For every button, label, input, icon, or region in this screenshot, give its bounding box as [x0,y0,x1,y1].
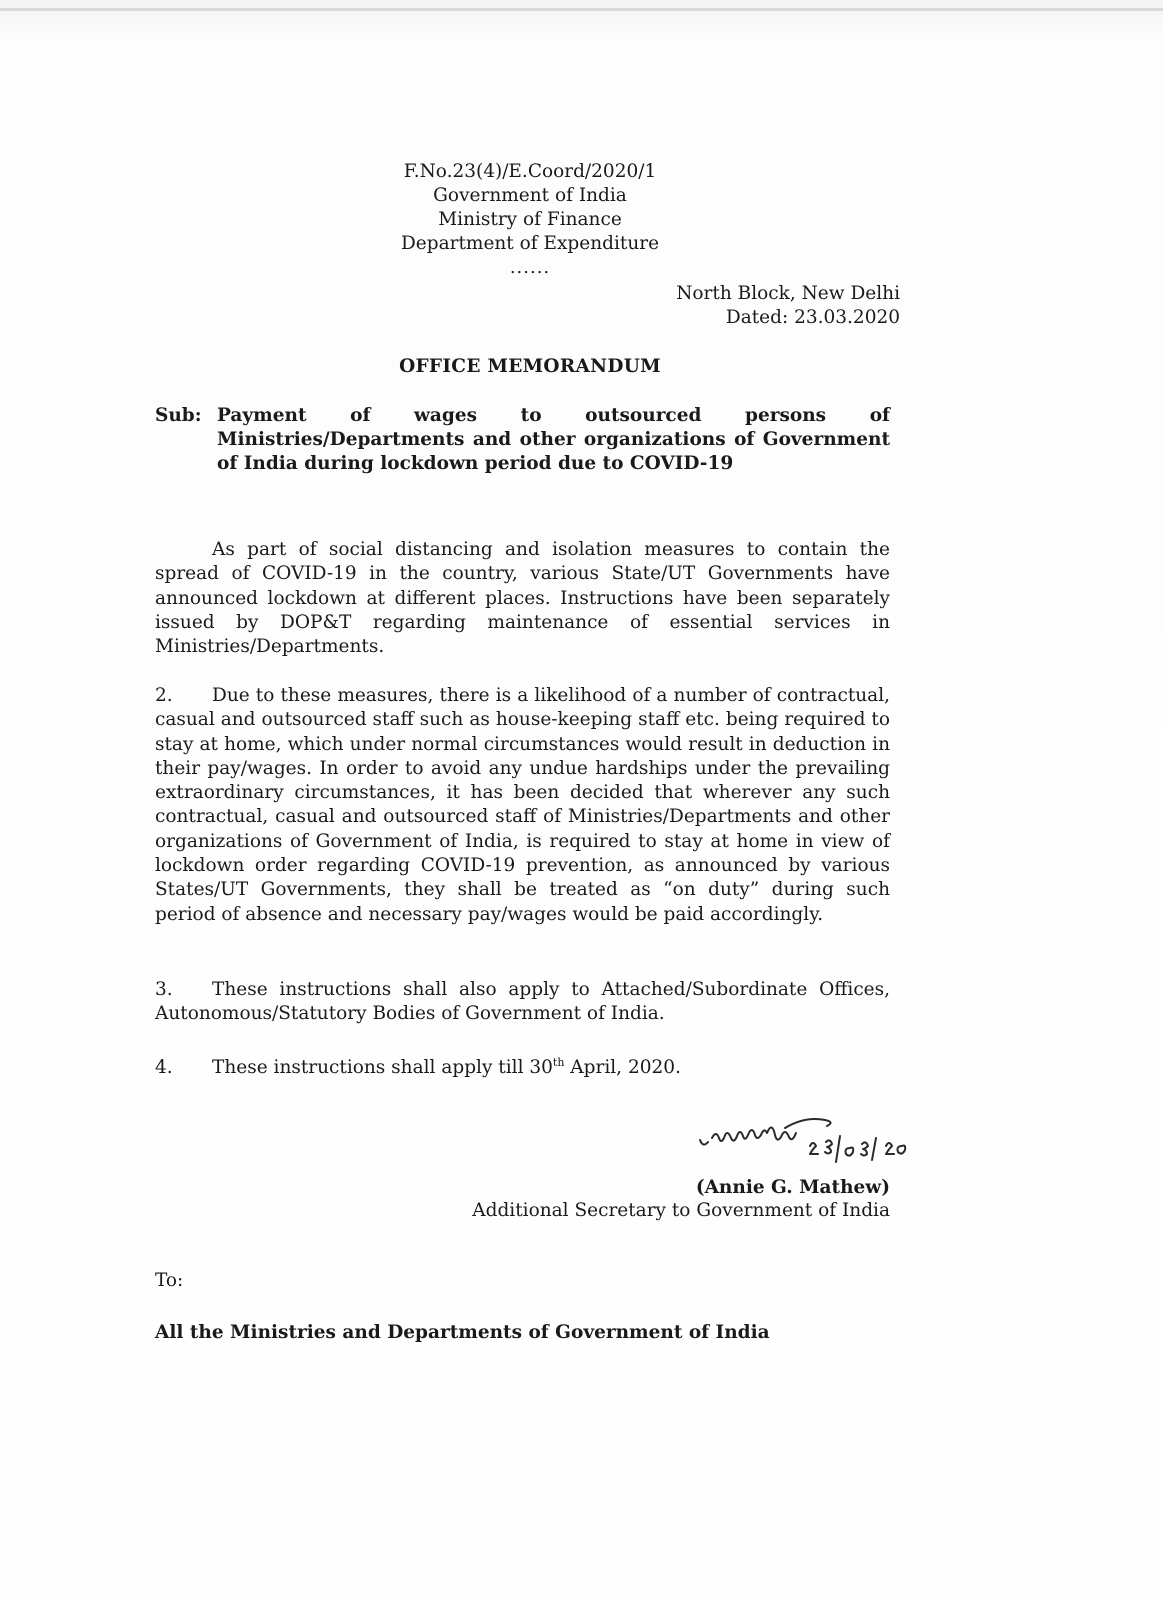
government-name: Government of India [433,185,627,206]
to-label: To: [155,1270,184,1291]
location: North Block, New Delhi [676,283,900,304]
paragraph-2-text: Due to these measures, there is a likelihood of a number of contractual, casual and outsourced staff such as house-keeping staff etc. being required to stay at home, which under normal circumstances would result in deduction in their pay/wages. In order to avoid any undue hardships under the prevailing extraordinary circumstances, it has been decided that wherever any such contractual, casual and outsourced staff of Ministries/Departments and other organizations of Government of India, is required to stay at home in view of lockdown order regarding COVID-19 prevention, as announced by various States/UT Governments, they shall be treated as “on duty” during such period of absence and necessary pay/wages would be paid accordingly. [155,685,890,925]
paragraph-2-number: 2. [155,685,173,706]
paragraph-4-text-end: April, 2020. [564,1057,681,1078]
file-number: F.No.23(4)/E.Coord/2020/1 [403,161,657,182]
letterhead [340,160,720,280]
paragraph-3-text: These instructions shall also apply to Attached/Subordinate Offices, Autonomous/Statutory Bodies of Government of India. [155,979,890,1025]
ministry-name: Ministry of Finance [438,209,622,230]
paragraph-3 [155,978,890,1027]
paragraph-3-number: 3. [155,979,173,1000]
memo-title: OFFICE MEMORANDUM [399,356,661,377]
paragraph-4 [155,1051,890,1080]
subject-label: Sub: [155,405,202,426]
signatory-name: (Annie G. Mathew) [695,1177,890,1198]
recipient-address: All the Ministries and Departments of Government of India [155,1322,770,1343]
handwritten-signature [690,1108,930,1168]
date: Dated: 23.03.2020 [725,307,900,328]
paragraph-4-superscript: th [552,1056,565,1069]
signatory-designation: Additional Secretary to Government of India [472,1200,890,1221]
place-date-block [676,282,900,330]
scan-edge [0,8,1163,11]
department-name: Department of Expenditure [400,233,660,254]
subject-line [155,404,890,476]
paragraph-1: As part of social distancing and isolation measures to contain the spread of COVID-19 in the country, various State/UT Governments have announced lockdown at different places. Instructions have been separately issued by DOP&T regarding maintenance of essential services in Ministries/Departments. [155,539,890,658]
subject-text: Payment of wages to outsourced persons of Ministries/Departments and other organizations of Government of India during lockdown period due to COVID-19 [217,405,890,474]
paragraph-2 [155,684,890,927]
paragraph-4-number: 4. [155,1057,173,1078]
paragraph-4-text-start: These instructions shall apply till 30 [212,1057,553,1078]
separator-dots: ...... [509,257,551,278]
